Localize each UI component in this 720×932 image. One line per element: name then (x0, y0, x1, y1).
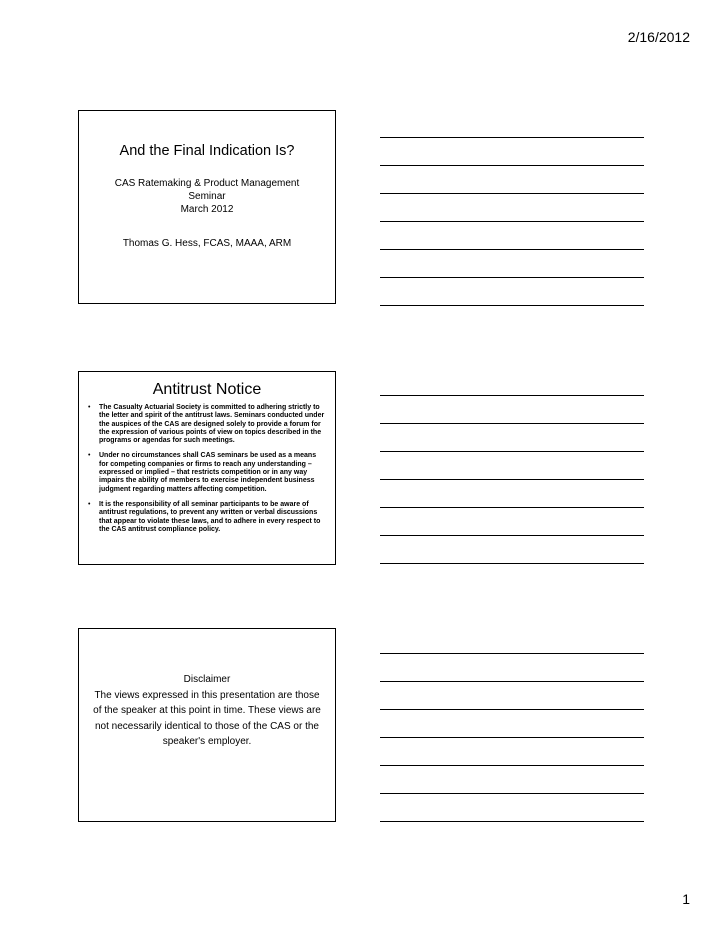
note-line (380, 479, 644, 480)
note-line (380, 765, 644, 766)
note-line (380, 137, 644, 138)
slide-1-author: Thomas G. Hess, FCAS, MAAA, ARM (122, 238, 292, 249)
note-line (380, 305, 644, 306)
subtitle-line: Seminar (188, 191, 226, 202)
note-line (380, 507, 644, 508)
subtitle-line: March 2012 (180, 204, 234, 215)
note-line (380, 249, 644, 250)
list-item (87, 452, 325, 493)
note-line (380, 821, 644, 822)
disclaimer-heading: Disclaimer (183, 674, 231, 685)
note-line (380, 793, 644, 794)
bullet-icon: • (88, 404, 91, 411)
slide-1-subtitle (79, 177, 335, 216)
note-line (380, 395, 644, 396)
note-line (380, 535, 644, 536)
page-date: 2/16/2012 (627, 29, 690, 45)
note-line (380, 653, 644, 654)
bullet-text: Under no circumstances shall CAS seminars be used as a means for competing companies or firms to reach any understanding – expressed or implied – that restricts competition or in any way impairs the ability of members to exercise independent business judgment regarding matters affecting competition. (99, 452, 317, 493)
list-item (87, 501, 325, 534)
slide-1 (78, 110, 336, 304)
note-line (380, 737, 644, 738)
bullet-icon: • (88, 500, 91, 508)
subtitle-line: CAS Ratemaking & Product Management (114, 178, 300, 189)
bullet-icon: • (88, 452, 91, 460)
note-line (380, 221, 644, 222)
slide-3 (78, 628, 336, 822)
note-line (380, 451, 644, 452)
note-line (380, 563, 644, 564)
note-line (380, 709, 644, 710)
page-number: 1 (682, 891, 690, 907)
slide-2 (78, 371, 336, 565)
note-line (380, 681, 644, 682)
antitrust-bullet-list (87, 404, 325, 541)
disclaimer-text: The views expressed in this presentation are those of the speaker at this point in time. These views are not necessarily identical to those of the CAS or the speaker's employer. (93, 689, 321, 747)
list-item (87, 404, 325, 445)
note-line (380, 277, 644, 278)
slide-1-title: And the Final Indication Is? (119, 143, 295, 159)
slide-2-title: Antitrust Notice (152, 381, 262, 398)
note-line (380, 423, 644, 424)
bullet-text: It is the responsibility of all seminar participants to be aware of antitrust regulations, to prevent any written or verbal discussions that appear to violate these laws, and to adhere in every respect to the CAS antitrust compliance policy. (99, 500, 321, 533)
bullet-text: The Casualty Actuarial Society is committed to adhering strictly to the letter and spirit of the antitrust laws. Seminars conducted under the auspices of the CAS are designed solely to provide a forum for the expression of various points of view on topics described in the programs or agendas for such meetings. (99, 404, 325, 445)
note-line (380, 165, 644, 166)
disclaimer-block (93, 672, 321, 750)
note-line (380, 193, 644, 194)
